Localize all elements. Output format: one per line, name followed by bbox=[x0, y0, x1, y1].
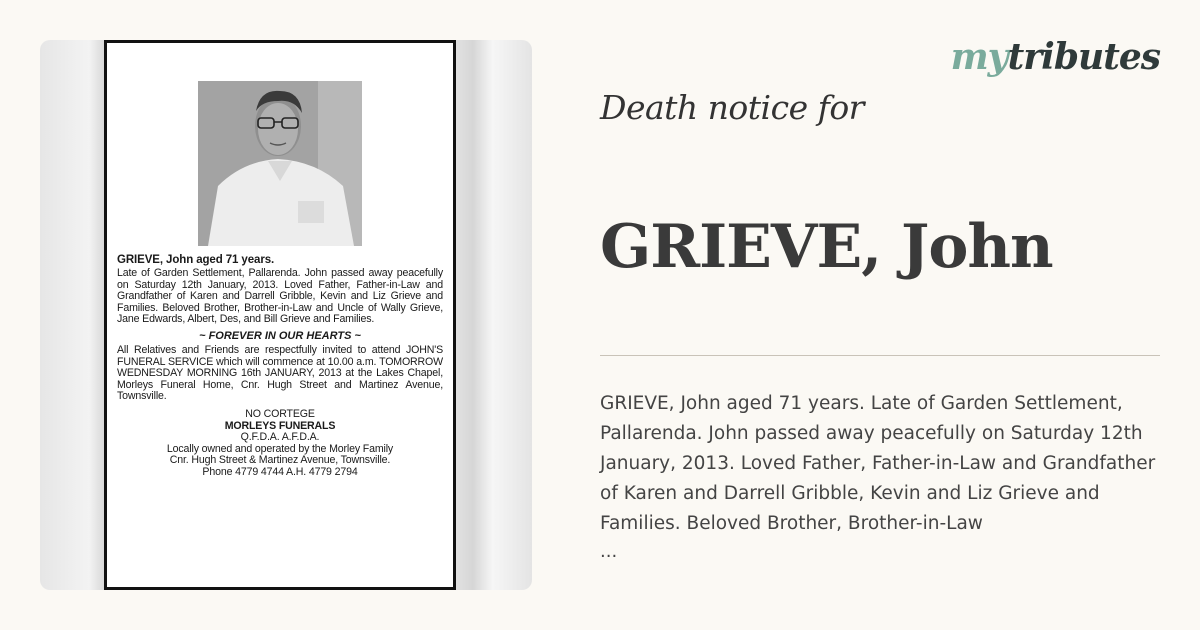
newspaper-notice bbox=[104, 40, 456, 590]
death-notice-label: Death notice for bbox=[600, 88, 864, 127]
notice-credentials: Q.F.D.A. A.F.D.A. bbox=[240, 431, 320, 444]
logo-suffix: tributes bbox=[1007, 36, 1160, 78]
notice-summary: GRIEVE, John aged 71 years. Late of Garden Settlement, Pallarenda. John passed away peacefully on Saturday 12th January, 2013. Loved Father, Father-in-Law and Grandfather of Karen and Darrell Gribble, Kevin and Liz Grieve and Families. Beloved Brother, Brother-in-Law bbox=[600, 393, 1156, 534]
logo-prefix: my bbox=[950, 36, 1008, 78]
notice-address: Cnr. Hugh Street & Martinez Avenue, Townsville. bbox=[169, 454, 391, 467]
notice-heading: GRIEVE, John aged 71 years. bbox=[117, 254, 275, 266]
notice-body: Late of Garden Settlement, Pallarenda. John passed away peacefully on Saturday 12th January, 2013. Loved Father, Father-in-Law and Grandfather of Karen and Darrell Gribble, Kevin and Liz Grieve and Families. Beloved Brother, Brother-in-Law and Uncle of Wally Grieve, Jane Edwards, Albert, Des, and Bill Grieve and Families. bbox=[117, 267, 443, 326]
portrait-illustration bbox=[198, 81, 362, 246]
death-notice-image bbox=[40, 40, 532, 590]
divider bbox=[600, 355, 1160, 356]
notice-funeral-home: MORLEYS FUNERALS bbox=[224, 419, 336, 432]
notice-forever: ~ FOREVER IN OUR HEARTS ~ bbox=[199, 329, 361, 342]
notice-owned: Locally owned and operated by the Morley Family bbox=[166, 442, 394, 455]
deceased-name: GRIEVE, John bbox=[600, 212, 1053, 282]
notice-phone: Phone 4779 4744 A.H. 4779 2794 bbox=[202, 465, 358, 478]
notice-funeral-details: All Relatives and Friends are respectfully invited to attend JOHN'S FUNERAL SERVICE which will commence at 10.00 a.m. TOMORROW WEDNESDAY MORNING 16th JANUARY, 2013 at the Lakes Chapel, Morleys Funeral Home, Cnr. Hugh Street and Martinez Avenue, Townsville. bbox=[117, 343, 443, 403]
summary-ellipsis: ... bbox=[600, 541, 618, 562]
mytributes-logo[interactable] bbox=[951, 36, 1160, 78]
deceased-photo bbox=[198, 81, 362, 246]
notice-no-cortege: NO CORTEGE bbox=[245, 407, 315, 420]
